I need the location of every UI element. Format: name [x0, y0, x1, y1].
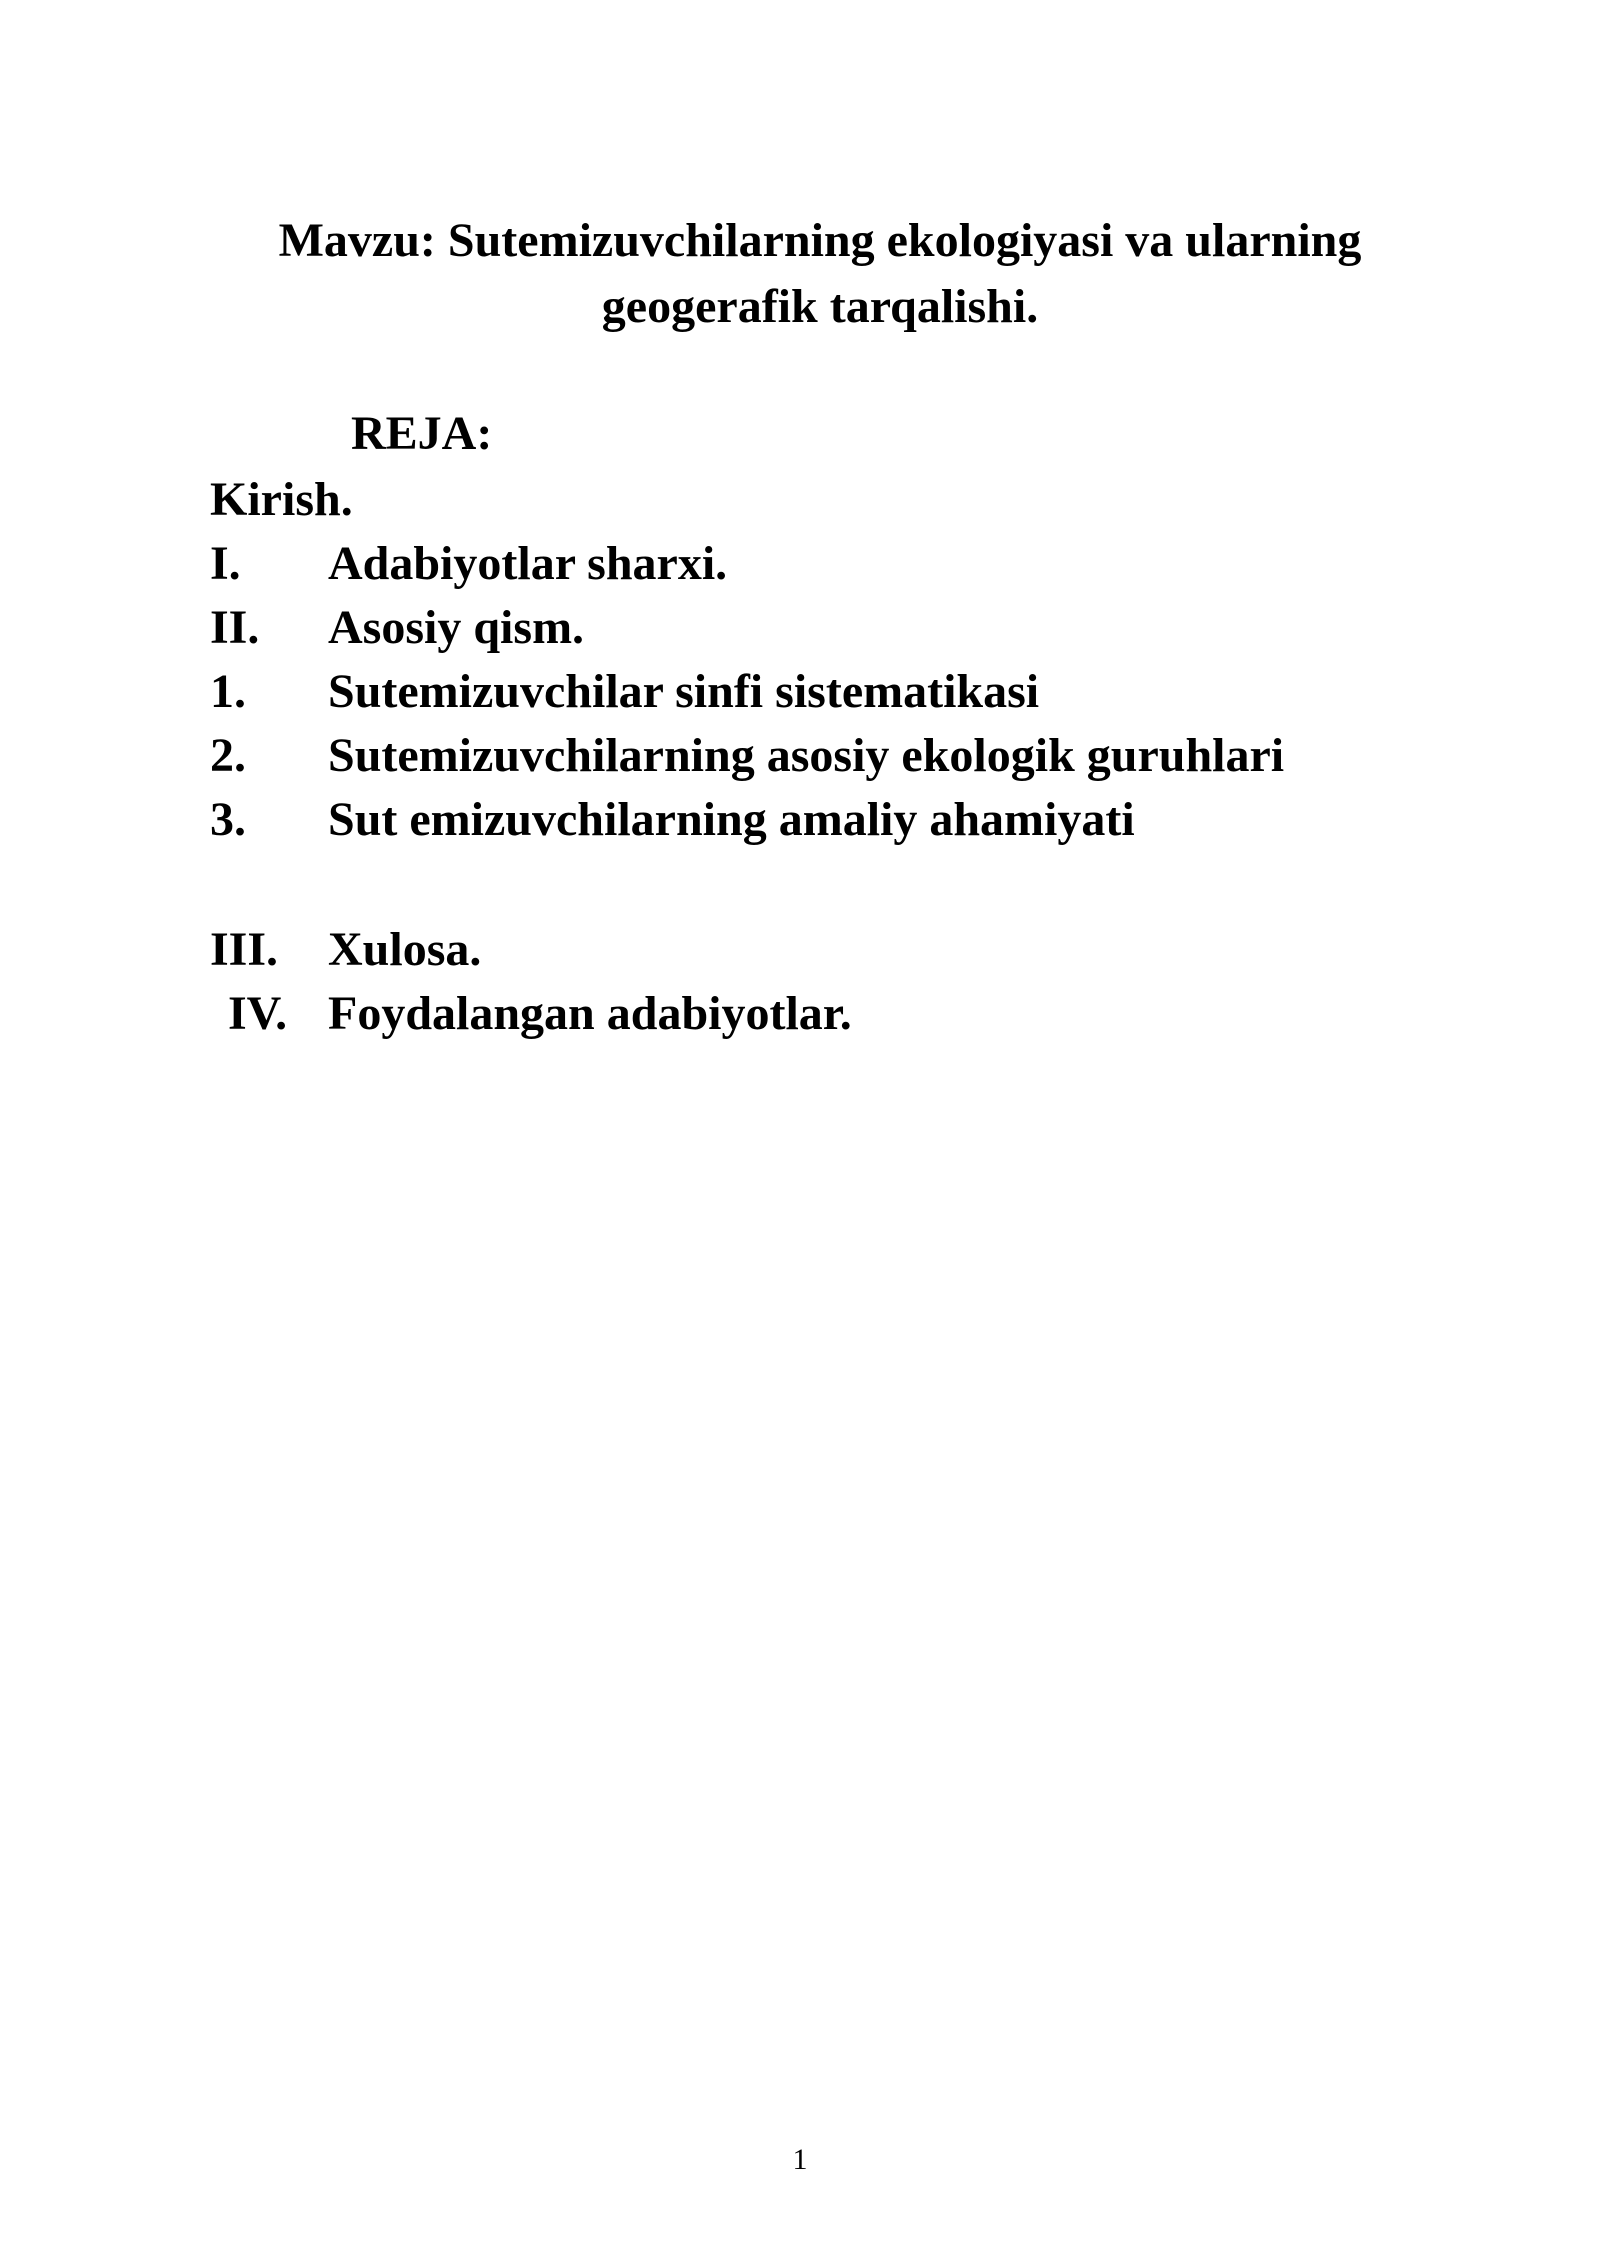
- document-title: [210, 208, 1430, 340]
- plan-item-number: IV.: [228, 987, 288, 1040]
- plan-item-number: II.: [210, 601, 260, 654]
- plan-item-text: Sutemizuvchilar sinfi sistematikasi: [328, 665, 1040, 718]
- plan-item-main-part: [210, 596, 1284, 660]
- plan-item-number: 2.: [210, 729, 246, 782]
- plan-list: [210, 468, 1284, 1046]
- plan-item-text: Kirish.: [210, 473, 353, 526]
- plan-heading: REJA:: [351, 407, 493, 460]
- plan-item-references: [210, 982, 1284, 1046]
- plan-item-text: Xulosa.: [328, 923, 482, 976]
- plan-item-text: Sutemizuvchilarning asosiy ekologik guruhlari: [328, 729, 1285, 782]
- plan-item-number: 1.: [210, 665, 246, 718]
- plan-item-number: III.: [210, 923, 279, 976]
- plan-item-literature-review: [210, 532, 1284, 596]
- plan-item-text: Adabiyotlar sharxi.: [328, 537, 728, 590]
- plan-item-practical-importance: [210, 788, 1284, 852]
- page-number: 1: [792, 2143, 808, 2176]
- plan-item-number: I.: [210, 537, 241, 590]
- plan-item-introduction: [210, 468, 1284, 532]
- plan-item-ecological-groups: [210, 724, 1284, 788]
- plan-item-conclusion: [210, 918, 1284, 982]
- plan-item-text: Sut emizuvchilarning amaliy ahamiyati: [328, 793, 1135, 846]
- plan-item-number: 3.: [210, 793, 246, 846]
- title-line-1: Mavzu: Sutemizuvchilarning ekologiyasi va ularning: [278, 214, 1362, 267]
- plan-item-systematics: [210, 660, 1284, 724]
- title-line-2: geogerafik tarqalishi.: [601, 280, 1039, 333]
- plan-item-text: Foydalangan adabiyotlar.: [328, 987, 852, 1040]
- plan-item-text: Asosiy qism.: [328, 601, 585, 654]
